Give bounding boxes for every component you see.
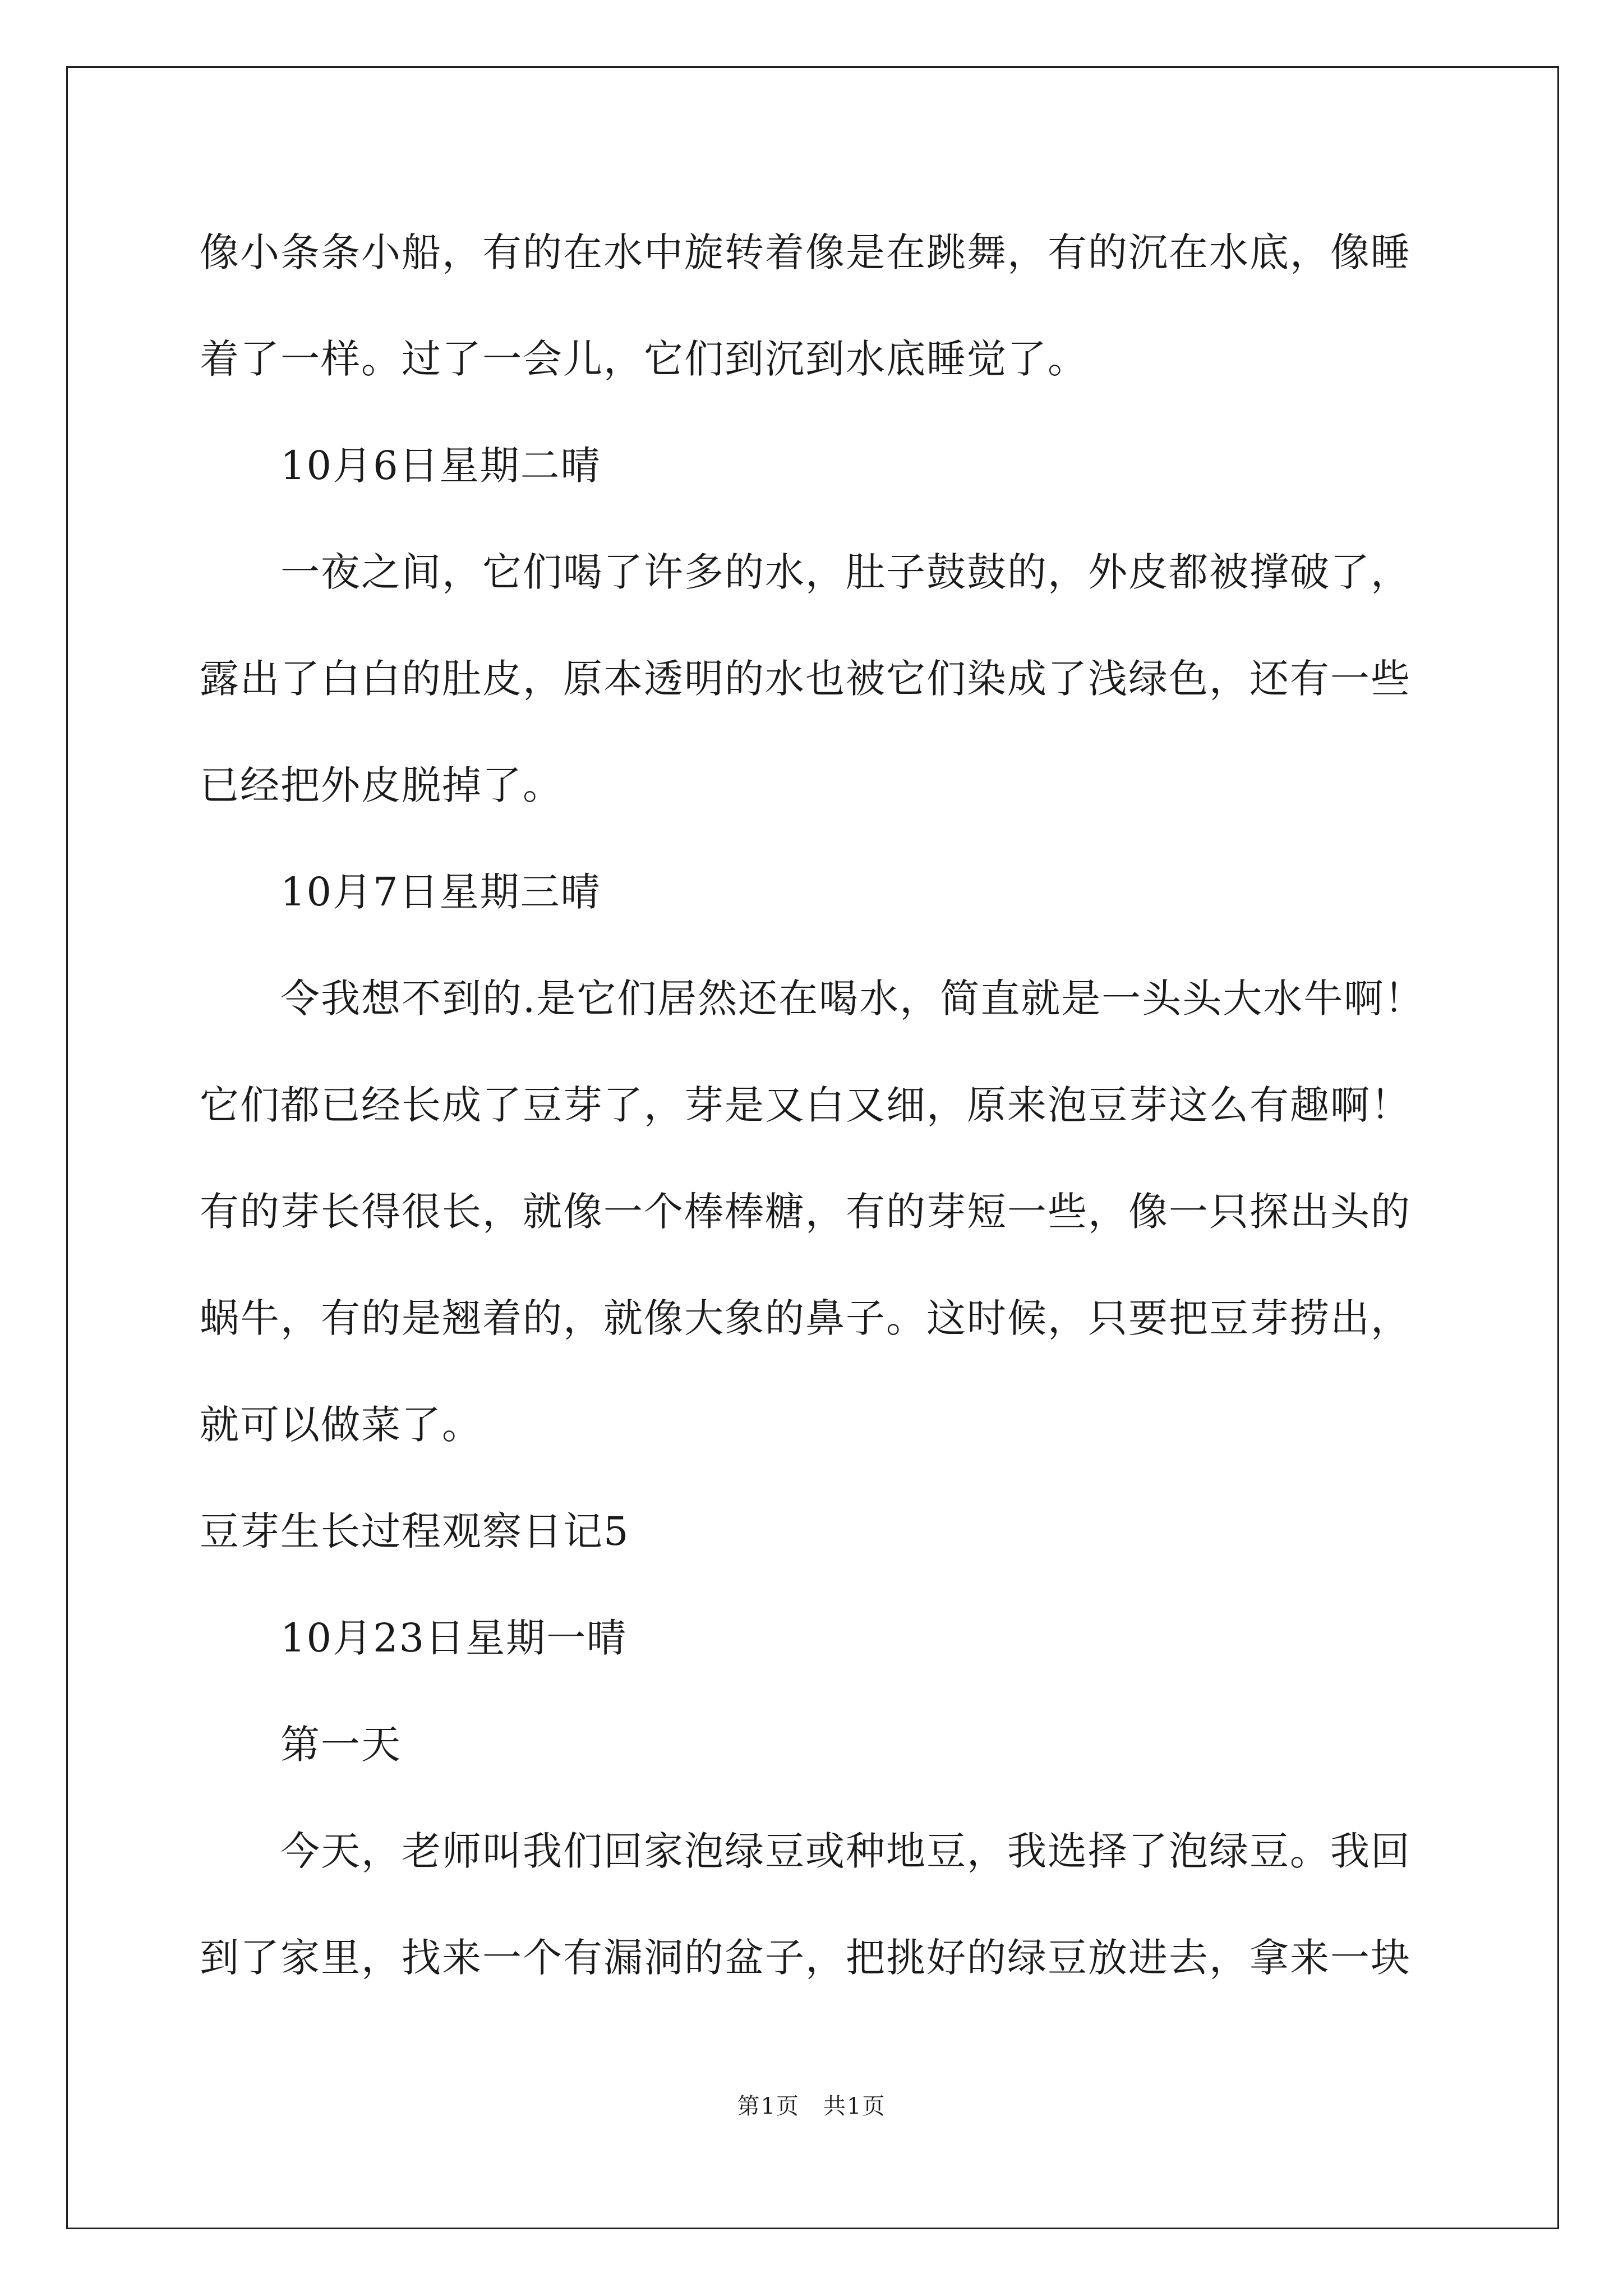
date-heading-oct-7: 10月7日星期三晴 bbox=[280, 869, 601, 915]
body-line-17: 到了家里，找来一个有漏洞的盆子，把挑好的绿豆放进去，拿来一块 bbox=[200, 1935, 1411, 1981]
page-number: 第1页 bbox=[737, 2093, 800, 2119]
body-line-9: 它们都已经长成了豆芽了，芽是又白又细，原来泡豆芽这么有趣啊！ bbox=[200, 1082, 1411, 1128]
day-heading: 第一天 bbox=[280, 1722, 402, 1768]
body-line-16: 今天，老师叫我们回家泡绿豆或种地豆，我选择了泡绿豆。我回 bbox=[280, 1828, 1411, 1874]
body-line-2: 着了一样。过了一会儿，它们到沉到水底睡觉了。 bbox=[200, 336, 1088, 382]
body-line-12: 就可以做菜了。 bbox=[200, 1402, 482, 1448]
body-line-11: 蜗牛，有的是翘着的，就像大象的鼻子。这时候，只要把豆芽捞出， bbox=[200, 1295, 1411, 1341]
body-line-4: 一夜之间，它们喝了许多的水，肚子鼓鼓的，外皮都被撑破了， bbox=[280, 549, 1411, 595]
date-heading-oct-6: 10月6日星期二晴 bbox=[280, 443, 601, 489]
total-pages: 共1页 bbox=[823, 2093, 886, 2119]
body-line-1: 像小条条小船，有的在水中旋转着像是在跳舞，有的沉在水底，像睡 bbox=[200, 229, 1411, 275]
body-line-5: 露出了白白的肚皮，原本透明的水也被它们染成了浅绿色，还有一些 bbox=[200, 656, 1411, 702]
date-heading-oct-23: 10月23日星期一晴 bbox=[280, 1615, 628, 1661]
body-line-8: 令我想不到的.是它们居然还在喝水，简直就是一头头大水牛啊！ bbox=[280, 976, 1425, 1022]
page-footer bbox=[0, 2092, 1623, 2120]
body-line-10: 有的芽长得很长，就像一个棒棒糖，有的芽短一些，像一只探出头的 bbox=[200, 1189, 1411, 1235]
body-line-6: 已经把外皮脱掉了。 bbox=[200, 762, 563, 808]
section-title: 豆芽生长过程观察日记5 bbox=[200, 1508, 630, 1554]
page-border bbox=[66, 66, 1559, 2229]
